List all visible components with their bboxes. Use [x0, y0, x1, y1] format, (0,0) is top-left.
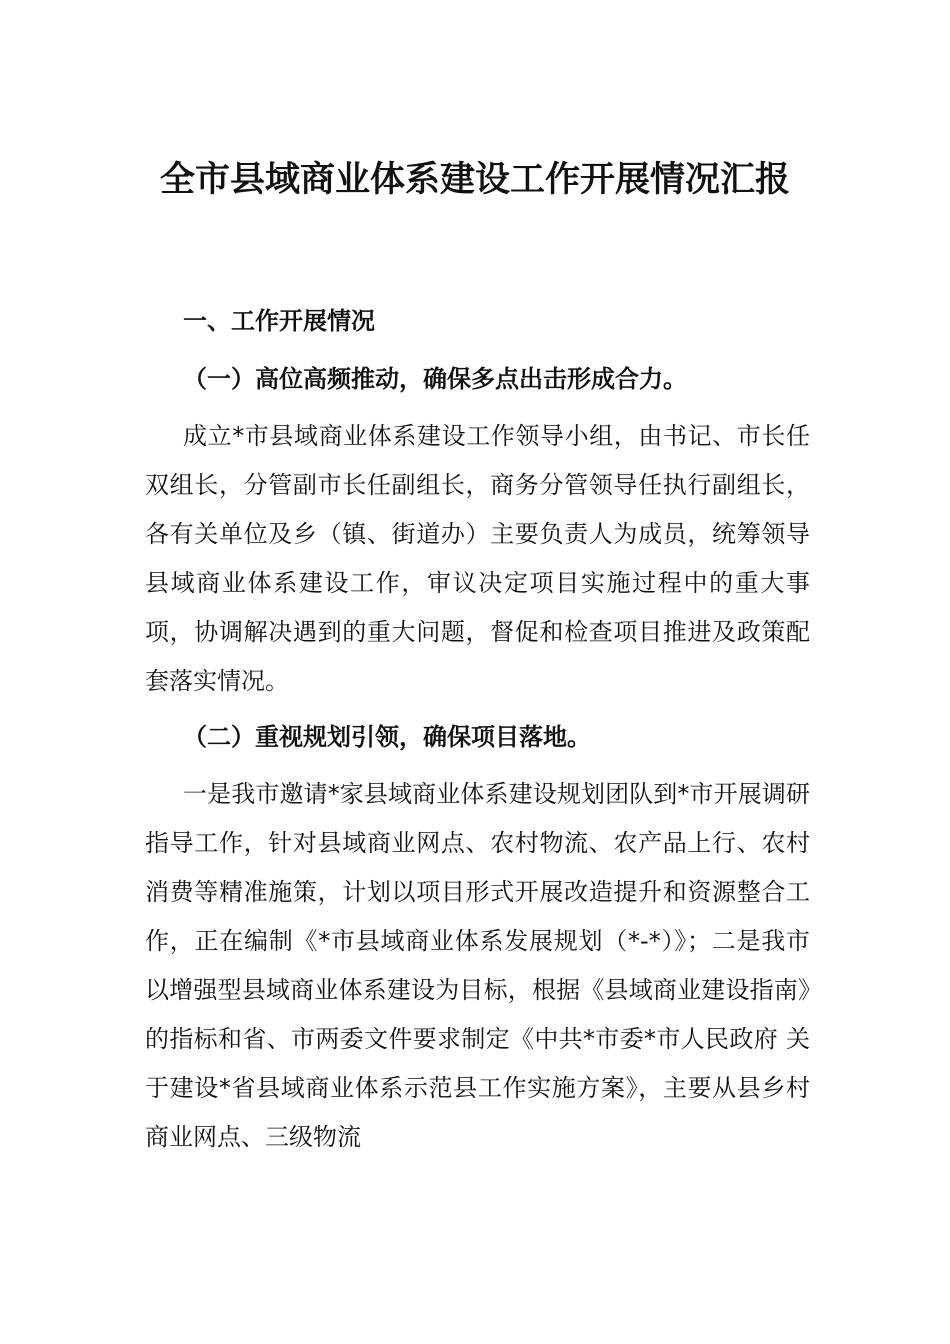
subsection-heading-1: （一）高位高频推动，确保多点出击形成合力。 [183, 365, 687, 393]
section-heading-1: 一、工作开展情况 [183, 307, 375, 335]
document-body [145, 294, 810, 1162]
document-title: 全市县域商业体系建设工作开展情况汇报 [159, 160, 790, 200]
paragraph-planning: 一是我市邀请*家县域商业体系建设规划团队到*市开展调研指导工作，针对县域商业网点、农村物流、农产品上行、农村消费等精准施策，计划以项目形式开展改造提升和资源整合工作，正在编制《*市县域商业体系发展规划（*-*）》；二是我市以增强型县域商业体系建设为目标，根据《县域商业建设指南》的指标和省、市两委文件要求制定《中共*市委*市人民政府 关于建设*省县域商业体系示范县工作实施方案》，主要从县乡村商业网点、三级物流 [145, 780, 810, 1151]
paragraph-leadership-group: 成立*市县域商业体系建设工作领导小组，由书记、市长任双组长，分管副市长任副组长，商务分管领导任执行副组长，各有关单位及乡（镇、街道办）主要负责人为成员，统筹领导县域商业体系建设工作，审议决定项目实施过程中的重大事项，协调解决遇到的重大问题，督促和检查项目推进及政策配套落实情况。 [145, 422, 810, 695]
subsection-heading-2: （二）重视规划引领，确保项目落地。 [183, 723, 591, 751]
